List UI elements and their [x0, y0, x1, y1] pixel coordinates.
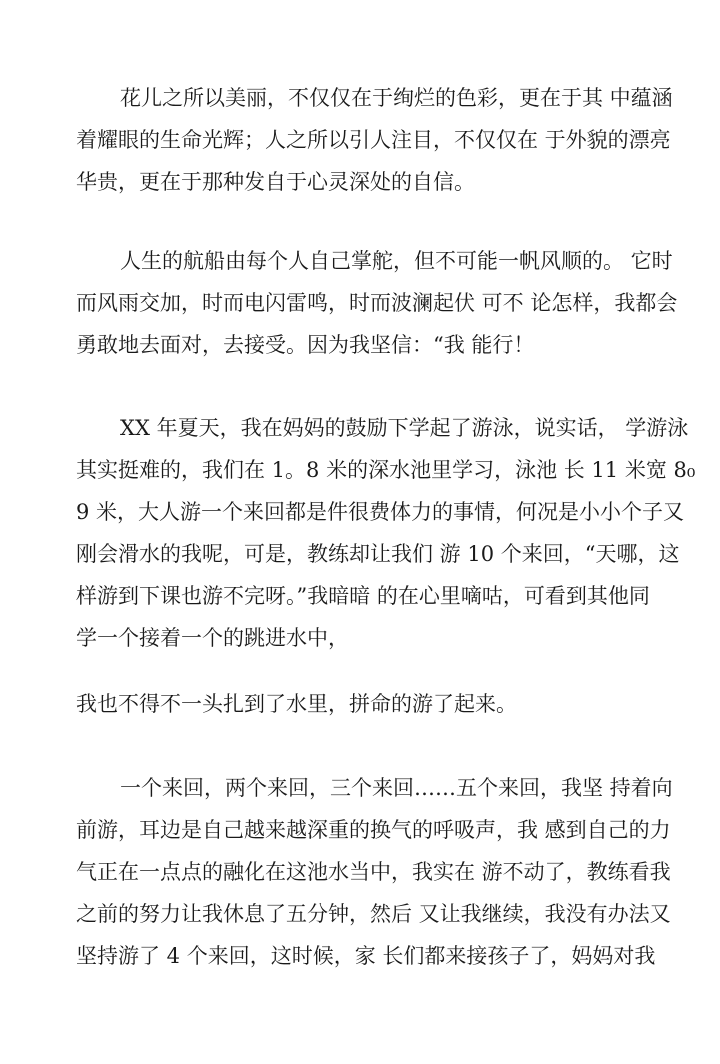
text-line: 花儿之所以美丽，不仅仅在于绚烂的色彩，更在于其 中蕴涵	[120, 86, 673, 110]
text-line: 气正在一点点的融化在这池水当中，我实在 游不动了，教练看我	[76, 860, 671, 884]
paragraph-laps	[76, 767, 673, 977]
text-line: 勇敢地去面对，去接受。因为我坚信：“我 能行！	[76, 333, 535, 357]
text-line: 人生的航船由每个人自己掌舵，但不可能一帆风顺的。 它时	[120, 249, 673, 273]
text-line: 而风雨交加，时而电闪雷鸣，时而波澜起伏 可不 论怎样，我都会	[76, 291, 678, 315]
paragraph-life-ship	[76, 240, 678, 366]
paragraph-dive-in	[76, 683, 648, 725]
paragraph-swimming-summer	[76, 407, 696, 659]
text-line: 学一个接着一个的跳进水中，	[76, 626, 349, 650]
text-line: 样游到下课也游不完呀。”我暗暗 的在心里嘀咕，可看到其他同	[76, 584, 650, 608]
text-line: 前游，耳边是自己越来越深重的换气的呼吸声，我 感到自己的力	[76, 818, 671, 842]
paragraph-flowers	[76, 77, 673, 203]
text-line: XX 年夏天，我在妈妈的鼓励下学起了游泳，说实话， 学游泳	[120, 416, 689, 440]
text-line: 一个来回，两个来回，三个来回……五个来回，我坚 持着向	[120, 776, 673, 800]
text-line: 9 米，大人游一个来回都是件很费体力的事情，何况是小小个子又	[76, 500, 685, 524]
text-line: 我也不得不一头扎到了水里，拼命的游了起来。	[76, 692, 517, 716]
text-line: 坚持游了 4 个来回，这时候，家 长们都来接孩子了，妈妈对我	[76, 944, 656, 968]
text-line: 其实挺难的，我们在 1。8 米的深水池里学习，泳池 长 11 米宽 8₀	[76, 458, 696, 482]
text-line: 华贵，更在于那种发自于心灵深处的自信。	[76, 170, 475, 194]
text-line: 着耀眼的生命光辉；人之所以引人注目，不仅仅在 于外貌的漂亮	[76, 128, 671, 152]
text-line: 刚会滑水的我呢，可是，教练却让我们 游 10 个来回，“天哪，这	[76, 542, 680, 566]
text-line: 之前的努力让我休息了五分钟，然后 又让我继续，我没有办法又	[76, 902, 671, 926]
